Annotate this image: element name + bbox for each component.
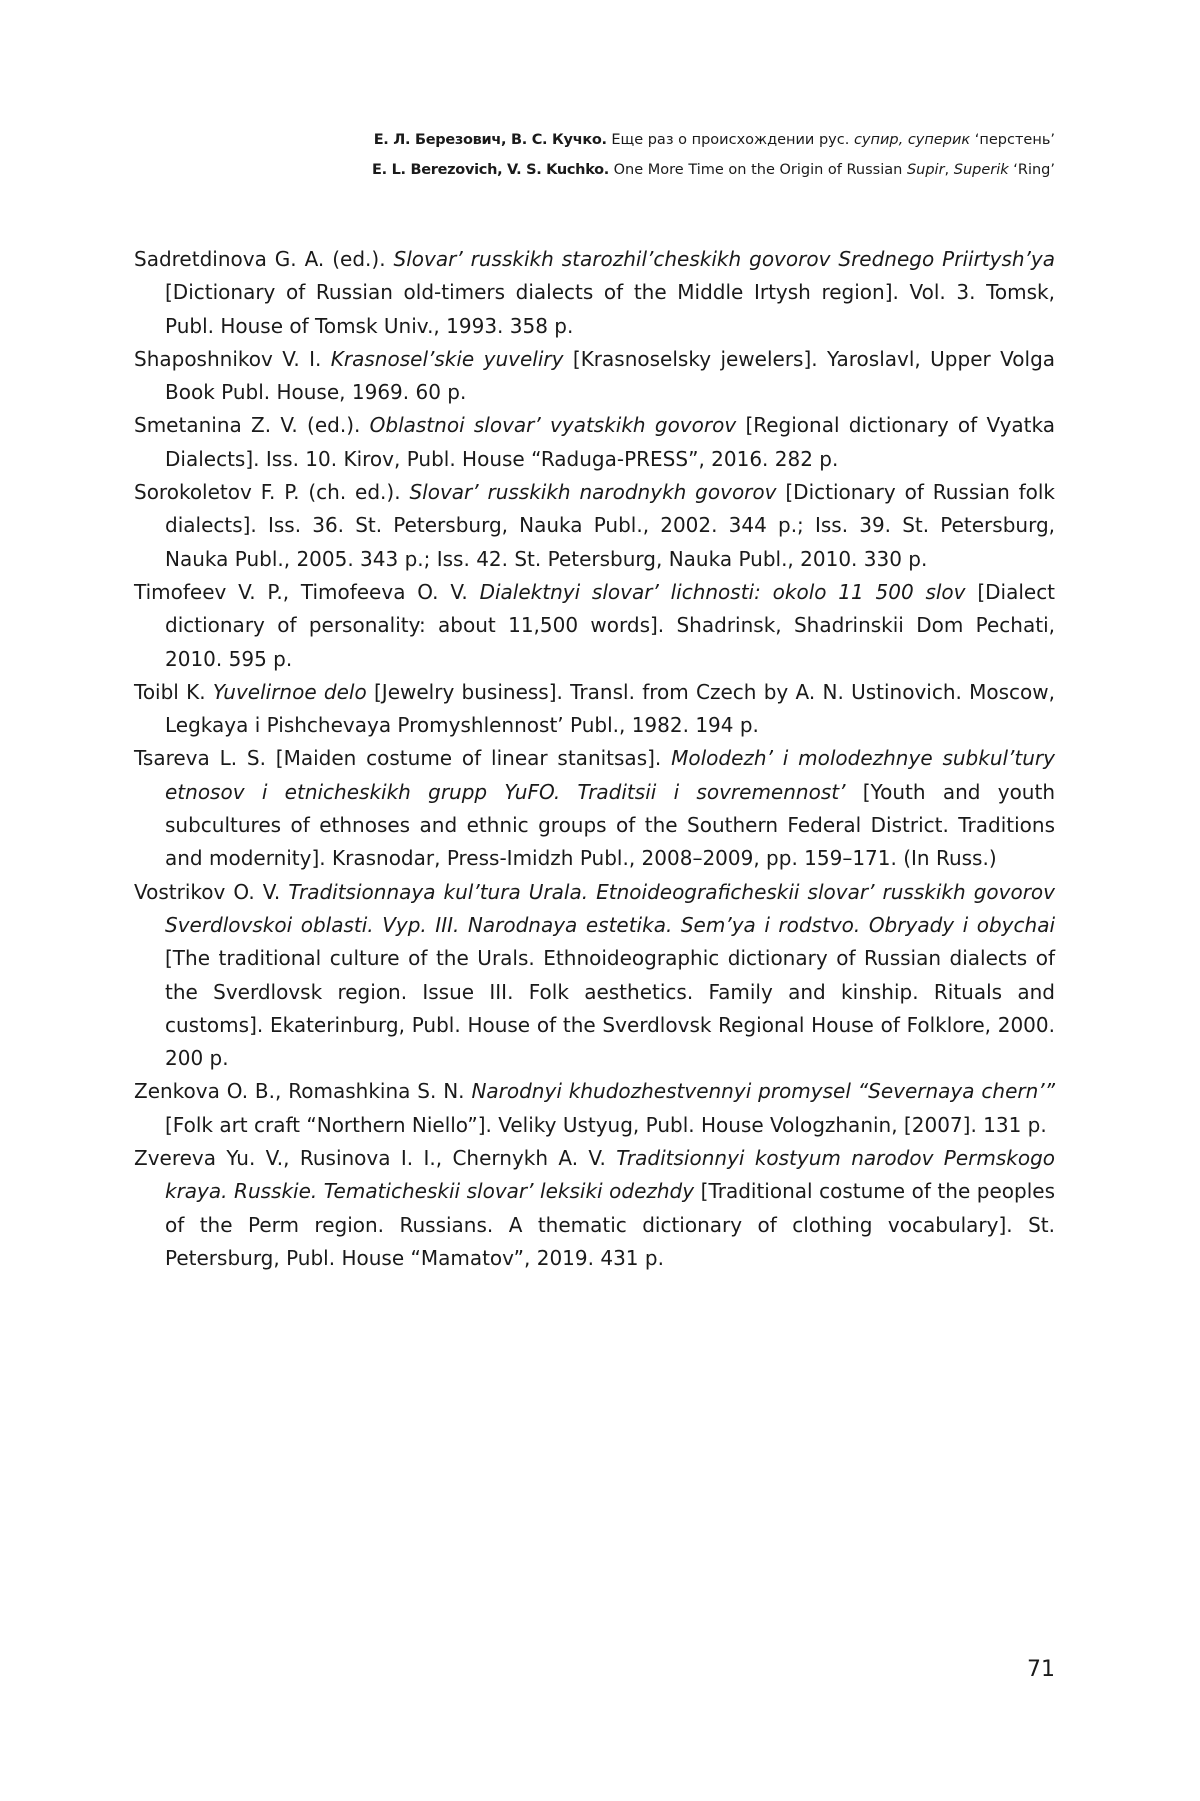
reference-entry <box>134 476 1055 576</box>
reference-entry <box>134 1142 1055 1275</box>
header-en-word1: Supir <box>906 162 945 178</box>
reference-entry <box>134 876 1055 1076</box>
reference-entry <box>134 742 1055 875</box>
reference-entry <box>134 343 1055 410</box>
reference-authors: Vostrikov O. V. <box>134 879 281 904</box>
reference-authors: Shaposhnikov V. I. <box>134 346 322 371</box>
header-en-title-prefix: One More Time on the Origin of Russian <box>613 162 903 178</box>
header-ru-title-suffix: ‘перстень’ <box>974 132 1055 148</box>
reference-entry <box>134 409 1055 476</box>
reference-title: Traditsionnyi kostyum narodov Permskogo kraya. Russkie. Tematicheskii slovar’ leksiki odezhdy <box>165 1146 1055 1204</box>
header-ru-authors: Е. Л. Березович, В. С. Кучко. <box>373 132 607 148</box>
reference-details: [Regional dictionary of Vyatka Dialects]. Iss. 10. Kirov, Publ. House “Raduga-PRESS”, 2016. 282 p. <box>165 413 1056 471</box>
reference-authors: Zvereva Yu. V., Rusinova I. I., Chernykh A. V. <box>134 1146 606 1171</box>
reference-title: Slovar’ russkikh narodnykh govorov <box>409 480 777 505</box>
reference-details: [Folk art craft “Northern Niello”]. Veliky Ustyug, Publ. House Vologzhanin, [2007]. 131 p. <box>165 1112 1047 1137</box>
reference-details: [Traditional costume of the peoples of the Perm region. Russians. A thematic dictionary of clothing vocabulary]. St. Petersburg, Publ. House “Mamatov”, 2019. 431 p. <box>165 1179 1055 1270</box>
reference-authors: Zenkova O. B., Romashkina S. N. <box>134 1079 465 1104</box>
reference-details: [Dictionary of Russian folk dialects]. Iss. 36. St. Petersburg, Nauka Publ., 2002. 344 p.; Iss. 39. St. Petersburg, Nauka Publ., 2005. 343 p.; Iss. 42. St. Petersburg, Nauka Publ., 2010. 330 p. <box>165 480 1056 571</box>
reference-details: [Dictionary of Russian old-timers dialects of the Middle Irtysh region]. Vol. 3. Tomsk, Publ. House of Tomsk Univ., 1993. 358 p. <box>165 280 1055 338</box>
running-header-english <box>155 155 1055 185</box>
reference-entry <box>134 676 1055 743</box>
running-header-russian <box>155 125 1055 155</box>
header-en-comma: , <box>944 162 950 178</box>
reference-title: Dialektnyi slovar’ lichnosti: okolo 11 500 slov <box>479 579 966 604</box>
header-en-authors: E. L. Berezovich, V. S. Kuchko. <box>372 162 610 178</box>
header-ru-title-prefix: Еще раз о происхождении рус. <box>611 132 850 148</box>
reference-title: Oblastnoi slovar’ vyatskikh govorov <box>369 413 737 438</box>
reference-authors: Sorokoletov F. P. (ch. ed.). <box>134 480 401 505</box>
reference-authors: Timofeev V. P., Timofeeva O. V. <box>134 579 468 604</box>
reference-entry <box>134 576 1055 676</box>
reference-authors: Toibl K. <box>134 679 206 704</box>
reference-list <box>134 243 1055 1275</box>
reference-authors: Tsareva L. S. [Maiden costume of linear stanitsas]. <box>134 746 662 771</box>
reference-authors: Smetanina Z. V. (ed.). <box>134 413 361 438</box>
reference-entry <box>134 1075 1055 1142</box>
reference-title: Slovar’ russkikh starozhil’cheskikh govorov Srednego Priirtysh’ya <box>393 247 1056 271</box>
header-ru-title-italic: супир, суперик <box>853 132 971 148</box>
reference-title: Krasnosel’skie yuveliry <box>330 346 564 371</box>
reference-authors: Sadretdinova G. A. (ed.). <box>134 247 386 271</box>
reference-title: Narodnyi khudozhestvennyi promysel “Severnaya chern’” <box>471 1079 1055 1104</box>
header-en-title-suffix: ‘Ring’ <box>1013 162 1055 178</box>
running-header <box>155 125 1055 185</box>
reference-details: [Krasnoselsky jewelers]. Yaroslavl, Upper Volga Book Publ. House, 1969. 60 p. <box>165 346 1056 405</box>
reference-details: [Dialect dictionary of personality: about 11,500 words]. Shadrinsk, Shadrinskii Dom Pechati, 2010. 595 p. <box>165 579 1056 671</box>
reference-details: [The traditional culture of the Urals. Ethnoideographic dictionary of Russian dialects of the Sverdlovsk region. Issue III. Folk aesthetics. Family and kinship. Rituals and customs]. Ekaterinburg, Publ. House of the Sverdlovsk Regional House of Folklore, 2000. 200 p. <box>165 946 1055 1071</box>
reference-title: Traditsionnaya kul’tura Urala. Etnoideograficheskii slovar’ russkikh govorov Sverdlovskoi oblasti. Vyp. III. Narodnaya estetika. Sem’ya i rodstvo. Obryady i obychai <box>165 879 1056 937</box>
reference-title: Molodezh’ i molodezhnye subkul’tury etnosov i etnicheskikh grupp YuFO. Traditsii i sovremennost’ <box>165 746 1055 804</box>
reference-details: [Jewelry business]. Transl. from Czech by A. N. Ustinovich. Moscow, Legkaya i Pishchevaya Promyshlennost’ Publ., 1982. 194 p. <box>165 679 1056 738</box>
header-en-word2: Superik <box>953 162 1009 178</box>
reference-title: Yuvelirnoe delo <box>212 679 367 704</box>
page-number: 71 <box>1027 1657 1055 1682</box>
reference-details: [Youth and youth subcultures of ethnoses and ethnic groups of the Southern Federal District. Traditions and modernity]. Krasnodar, Press-Imidzh Publ., 2008–2009, pp. 159–171. (In Russ.) <box>165 779 1056 871</box>
reference-entry <box>134 243 1055 343</box>
